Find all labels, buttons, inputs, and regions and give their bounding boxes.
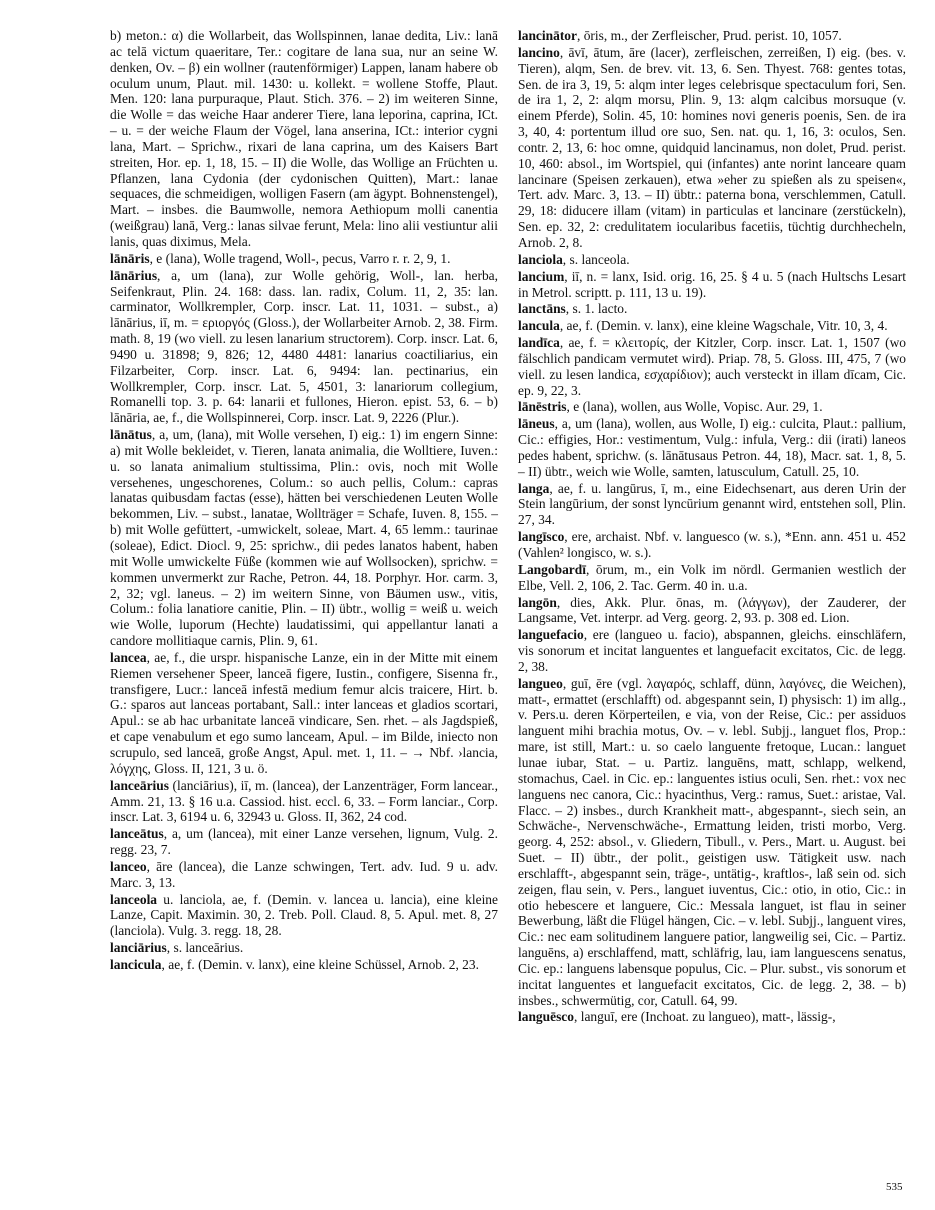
entry-headword: lānātus xyxy=(110,427,152,443)
entry-text: , ere, archaist. Nbf. v. languesco (w. s.), *Enn. ann. 451 u. 452 (Vahlen² longisco, w. s.). xyxy=(518,529,906,560)
entry-text: , āvī, ātum, āre (lacer), zerfleischen, zerreißen, I) eig. (bes. v. Tieren), alqm, Sen. de brev. vit. 13, 6. Sen. Thyest. 768: gentes totas, Sen. de ira 3, 19, 5: alqm inter leges celebrisque spectaculum fori, Sen. de ira 1, 2, 2: alqm morsu, Plin. 9, 13: alqm calcibus morsuque (v. einem Pferde), Solin. 45, 10: homines novi generis poenis, Sen. de ira 3, 40, 4: portentum illud ore suo, Sen. nat. qu. 1, 16, 3: oculos, Sen. contr. 2, 13, 6: hoc omne, quidquid lancinamus, non dolet, Prud. perist. 10, 460: absol., im Wortspiel, qui (infantes) ante norint lanceare quam lancinare (Speisen zerkauen), etwa »eher zu spießen als zu speisen«, Tert. adv. Marc. 3, 13. – II) übtr.: paterna bona, verschlemmen, Catull. 29, 18: diducere illam (vitam) in particulas et lancinare (zerstückeln), Sen. ep. 32, 2: credulitatem iocularibus facetiis, tüchtig durchhecheln, Arnob. 2, 8. xyxy=(518,44,906,250)
dictionary-entry xyxy=(110,778,498,826)
entry-headword: lāneus xyxy=(518,416,555,432)
dictionary-entry xyxy=(518,399,906,415)
entry-text: , iī, n. = lanx, Isid. orig. 16, 25. § 4 u. 5 (nach Hultschs Lesart in Metrol. scriptt. p. 111, 13 u. 19). xyxy=(518,268,906,300)
dictionary-entry xyxy=(518,416,906,479)
dictionary-entry xyxy=(518,45,906,251)
entry-text: , ae, f. u. langūrus, ī, m., eine Eidechsenart, aus deren Urin der Stein langūrium, der sonst lyncūrium genannt wird, entstehen soll, Plin. 27, 34. xyxy=(518,480,906,528)
entry-headword: lancicula xyxy=(110,956,162,972)
entry-text: (lanciārius), iī, m. (lancea), der Lanzenträger, Form lancear., Amm. 21, 13. § 16 u.a. Cassiod. hist. eccl. 6, 33. – Form lanciar., Corp. inscr. Lat. 3, 6194 u. 6, 32943 u. Gloss. II, 362, 24 cod. xyxy=(110,777,498,825)
entry-headword: lanctāns xyxy=(518,301,566,317)
entry-headword: lancino xyxy=(518,44,560,60)
entry-headword: lanciola xyxy=(518,251,563,267)
dictionary-entry xyxy=(518,595,906,627)
page-number: 535 xyxy=(886,1181,903,1193)
entry-headword: lanciārius xyxy=(110,940,167,956)
dictionary-entry xyxy=(110,427,498,649)
entry-text: , ae, f. = κλειτορίς, der Kitzler, Corp. inscr. Lat. 1, 1507 (wo fälschlich pandicam vermutet wird). Priap. 78, 5. Gloss. III, 475, 7 (wo viell. zu lesen landica, εσχαρίδιον); auch versteckt in illam dīcam, Cic. ep. 9, 22, 3. xyxy=(518,335,906,398)
entry-text: , s. lanceola. xyxy=(562,251,630,267)
dictionary-entry xyxy=(518,627,906,675)
dictionary-entry xyxy=(518,301,906,317)
entry-headword: languefacio xyxy=(518,627,584,643)
entry-text: , ōrum, m., ein Volk im nördl. Germanien westlich der Elbe, Vell. 2, 106, 2. Tac. Germ. 40 in. u.a. xyxy=(518,561,906,593)
entry-headword: lanceola xyxy=(110,891,158,907)
dictionary-entry xyxy=(518,252,906,268)
entry-headword: languēsco xyxy=(518,1009,574,1025)
entry-headword: landīca xyxy=(518,335,560,351)
entry-headword: lancula xyxy=(518,318,560,334)
dictionary-entry xyxy=(518,562,906,594)
dictionary-entry xyxy=(518,28,906,44)
entry-text: u. lanciola, ae, f. (Demin. v. lancea u. lancia), eine kleine Lanze, Capit. Maximin. 30, 2. Treb. Poll. Claud. 8, 5. Apul. met. 8, 27 (lanciola). Vulg. 3. regg. 18, 28. xyxy=(110,891,498,939)
entry-headword: lānārius xyxy=(110,267,158,283)
entry-text: , a, um, (lana), mit Wolle versehen, I) eig.: 1) im engern Sinne: a) mit Wolle bekleidet, v. Tieren, lanata animalia, die Wolltiere, Iuven.: u. so lanata animalium stultissima, Plin.: ovis, noch mit Wolle versehenes, ungeschorenes, Colum.: so auch pellis, Colum.: capras lanatas quibusdam factas (esse), hätten bei verschiedenen Leuten Wolle bekommen, Liv. – subst., lanatae, Wollträger = Schafe, Iuven. 8, 155. – b) mit Wolle gefüttert, -umwickelt, soleae, Mart. 4, 65 lemm.: taurinae (soleae), Edict. Diocl. 9, 25: sprichw., dii pedes lanatos habent, haben mit Wolle umwickelte Füße (kommen wie auf Wollsocken), sprichw. = kommen unvermerkt zur Rache, Petron. 44, 18. Porphyr. Hor. carm. 3, 2, 32; vgl. laneus. – 2) im weitern Sinne, von Bäumen usw., vitis, Colum.: folia lanatiore canitie, Plin. – II) übtr., wollig = weiß u. weich wie Wolle, luporum (Hechte) laudatissimi, qui appellantur lanati a candore mollitiaque carnis, Plin. 9, 61. xyxy=(110,427,498,649)
dictionary-entry xyxy=(110,957,498,973)
entry-headword: lanceātus xyxy=(110,826,164,842)
entry-text: , a, um (lancea), mit einer Lanze versehen, lignum, Vulg. 2. regg. 23, 7. xyxy=(110,826,498,858)
entry-text: , ae, f. (Demin. v. lanx), eine kleine Schüssel, Arnob. 2, 23. xyxy=(161,956,479,972)
entry-headword: langīsco xyxy=(518,529,565,545)
dictionary-entry xyxy=(110,940,498,956)
left-column xyxy=(110,28,498,974)
dictionary-entry xyxy=(110,268,498,426)
entry-text: , a, um (lana), zur Wolle gehörig, Woll-, lan. herba, Seifenkraut, Plin. 24. 168: dass. lan. radix, Colum. 11, 2, 35: lan. carminator, Wollkrempler, Corp. inscr. Lat. 11, 1031. – subst., a) lānārius, iī, m. = εριοργός (Gloss.), der Wollarbeiter Arnob. 2, 38. Firm. math. 8, 19 (wo viell. zu lesen lanarium structorem). Corp. inscr. Lat. 6, 9490 u. 31898; 9, 826; 12, 4480 4481: lanarius coactiliarius, ein Filzarbeiter, Corp. inscr. Lat. 6, 9494: lan. pectinarius, ein Wollkrempler, Corp. inscr. Lat. 5, 4501, 3: lanariorum collegium, Romanelli top. 3. p. 64: lanarii et fullones, Hieron. epist. 53, 6. – b) lānāria, ae, f., die Wollspinnerei, Corp. inscr. Lat. 9, 2226 (Plur.). xyxy=(110,267,498,426)
entry-text: , ae, f., die urspr. hispanische Lanze, ein in der Mitte mit einem Riemen versehener Speer, lanceā figere, Iustin., configere, Sisenna fr., transfigere, Lucr.: lanceā infestā medium femur alcis traicere, Hirt. b. G.: sparos aut lanceas portabant, Sall.: inter lanceas et gladios scortari, Apul.: se ab hac urbanitate lanceā vindicare, Sen. rhet. – als Jagdspieß, et cape venabulum et ego sumo lanceam, Apul. – im Bilde, iniecto non scrupulo, sed lanceā, große Angst, Apul. met. 1, 11. – → Nbf. ›lancia, λόγχης, Gloss. II, 121, 3 u. ö. xyxy=(110,649,498,776)
entry-headword: langueo xyxy=(518,675,563,691)
entry-headword: lanceo xyxy=(110,858,147,874)
entry-text: , ere (langueo u. facio), abspannen, gleichs. einschläfern, vis sonorum et incitat languentes et languefacit excitatos, Cic. de legg. 2, 38. xyxy=(518,627,906,674)
entry-text: , ōris, m., der Zerfleischer, Prud. perist. 10, 1057. xyxy=(576,28,842,43)
dictionary-entry xyxy=(110,892,498,940)
right-column xyxy=(518,28,906,1026)
entry-text: , e (lana), Wolle tragend, Woll-, pecus, Varro r. r. 2, 9, 1. xyxy=(149,250,451,266)
entry-text: , a, um (lana), wollen, aus Wolle, I) eig.: culcita, Plaut.: pallium, Cic.: effigies, Hor.: vestimentum, Vulg.: infula, Verg.: dii (irati) laneos pedes habent, sprichw. (s. lānātusaus Petron. 44, 18), Macr. sat. 1, 8, 5. – II) übtr., weich wie Wolle, samten, latusculum, Catull. 25, 10. xyxy=(518,416,906,479)
entry-headword: lancea xyxy=(110,649,147,665)
entry-text: , e (lana), wollen, aus Wolle, Vopisc. Aur. 29, 1. xyxy=(566,399,823,415)
dictionary-entry xyxy=(110,826,498,858)
entry-headword: lānāris xyxy=(110,250,150,266)
dictionary-entry xyxy=(518,481,906,529)
entry-text: , s. lanceārius. xyxy=(166,940,244,956)
dictionary-entry xyxy=(110,251,498,267)
entry-headword: langōn xyxy=(518,594,557,610)
entry-text: , ae, f. (Demin. v. lanx), eine kleine Wagschale, Vitr. 10, 3, 4. xyxy=(559,318,888,334)
dictionary-entry xyxy=(110,28,498,250)
entry-text: , languī, ere (Inchoat. zu langueo), matt-, lässig-, xyxy=(574,1009,836,1025)
entry-headword: lancium xyxy=(518,268,565,284)
entry-text: , guī, ēre (vgl. λαγαρός, schlaff, dünn, λαγόνες, die Weichen), matt-, ermattet (erschlafft) od. abgespannt sein, I) physisch: 1) im allg., v. Pers.u. deren Körperteilen, e via, von der Reise, Cic.: per assiduos languent mihi brachia motus, Ov. – v. lebl. Subjj., languet flos, Prop.: mare, ist still, Mart.: u. so caelo languente fretoque, Lucan.: languet lunae iubar, Stat. – u. Partiz. languēns, matt, schlapp, welkend, stomachus, Cael. in Cic. ep.: languentes istius oculi, Sen. rhet.: vox nec languens nec canora, Cic.: hyacinthus, Verg.: ramus, Suet.: aristae, Val. Flacc. – 2) insbes., durch Krankheit matt-, abgespannt-, siech sein, an Schwäche-, Nervenschwäche-, Ermattung leiden, tristi morbo, Verg. georg. 4, 252: absol., v. Gliedern, Tibull., v. Pers., Mart. u. August. bei Suet. – II) übtr., der polit., geistigen usw. Tätigkeit usw. nach erschlafft-, abgespannt sein, träge-, untätig-, kraftlos-, laß sein od. sich zeigen, flau sein, v. Pers., languet iuventus, Cic.: otio, in otio, Cic.: in otio hebescere et languere, Cic.: Messala languet, ist flau in seiner Bewerbung, läßt die Flügel hängen, Cic. – v. lebl. Subjj., languent vires, Cic.: nec eam solitudinem languere patior, langweilig sei, Cic. – Partiz. languēns, a) erschlaffend, matt, schläfrig, lau, iam languescens senatus, Cic. ep.: languens labensque populus, Cic. – Plur. subst., vis sonorum et incitat languentes et languefacit excitatos, Cic. de legg. 2, 38. – b) insbes., schwermütig, cor, Catull. 64, 99. xyxy=(518,675,906,1008)
dictionary-entry xyxy=(110,650,498,777)
entry-headword: langa xyxy=(518,480,550,496)
dictionary-entry xyxy=(518,1009,906,1025)
entry-text: b) meton.: α) die Wollarbeit, das Wollspinnen, lanae dedita, Liv.: lanā ac telā victum quaeritare, Ter.: cogitare de lana sua, nur an seine W. denken, Ov. – β) ein wollner (rautenförmiger) Lappen, lanam habere ob oculum unum, Plaut. mil. 1430: u. kollekt. = wollene Stoffe, Plaut. Men. 120: lana purpuraque, Plaut. Stich. 376. – 2) im weiteren Sinne, die Wolle = das weiche Haar anderer Tiere, lana leporina, caprina, ICt. – u. = der weiche Flaum der Vögel, lana anserina, ICt.: interior cygni lana, Mart. – Sprichw., rixari de lana caprina, um des Kaisers Bart streiten, Hor. ep. 1, 18, 15. – II) die Wolle, das Wollige an Früchten u. Pflanzen, lana Cydonia (der cydonischen Quitten), Mart.: lanae sequaces, die schmeidigen, wolligen Fasern (am ägypt. Bohnenstengel), Mart. – insbes. die Baumwolle, nemora Aethiopum molli canentia (weißgrau) lanā, Verg.: lanas silvae ferunt, Mela: lino alii vestiuntur alii lanis, quas diximus, Mela. xyxy=(110,28,498,249)
dictionary-entry xyxy=(518,269,906,301)
dictionary-entry xyxy=(518,676,906,1009)
dictionary-entry xyxy=(518,335,906,398)
entry-text: , s. 1. lacto. xyxy=(565,301,628,317)
entry-headword: Langobardī xyxy=(518,561,586,577)
entry-headword: lanceārius xyxy=(110,777,169,793)
dictionary-entry xyxy=(110,859,498,891)
dictionary-entry xyxy=(518,318,906,334)
dictionary-entry xyxy=(518,529,906,561)
entry-text: , āre (lancea), die Lanze schwingen, Tert. adv. Iud. 9 u. adv. Marc. 3, 13. xyxy=(110,858,498,890)
entry-text: , dies, Akk. Plur. ōnas, m. (λάγγων), der Zauderer, der Langsame, Vet. interpr. ad Verg. georg. 2, 93. p. 308 ed. Lion. xyxy=(518,594,906,626)
entry-headword: lancinātor xyxy=(518,28,577,43)
entry-headword: lānēstris xyxy=(518,399,567,415)
